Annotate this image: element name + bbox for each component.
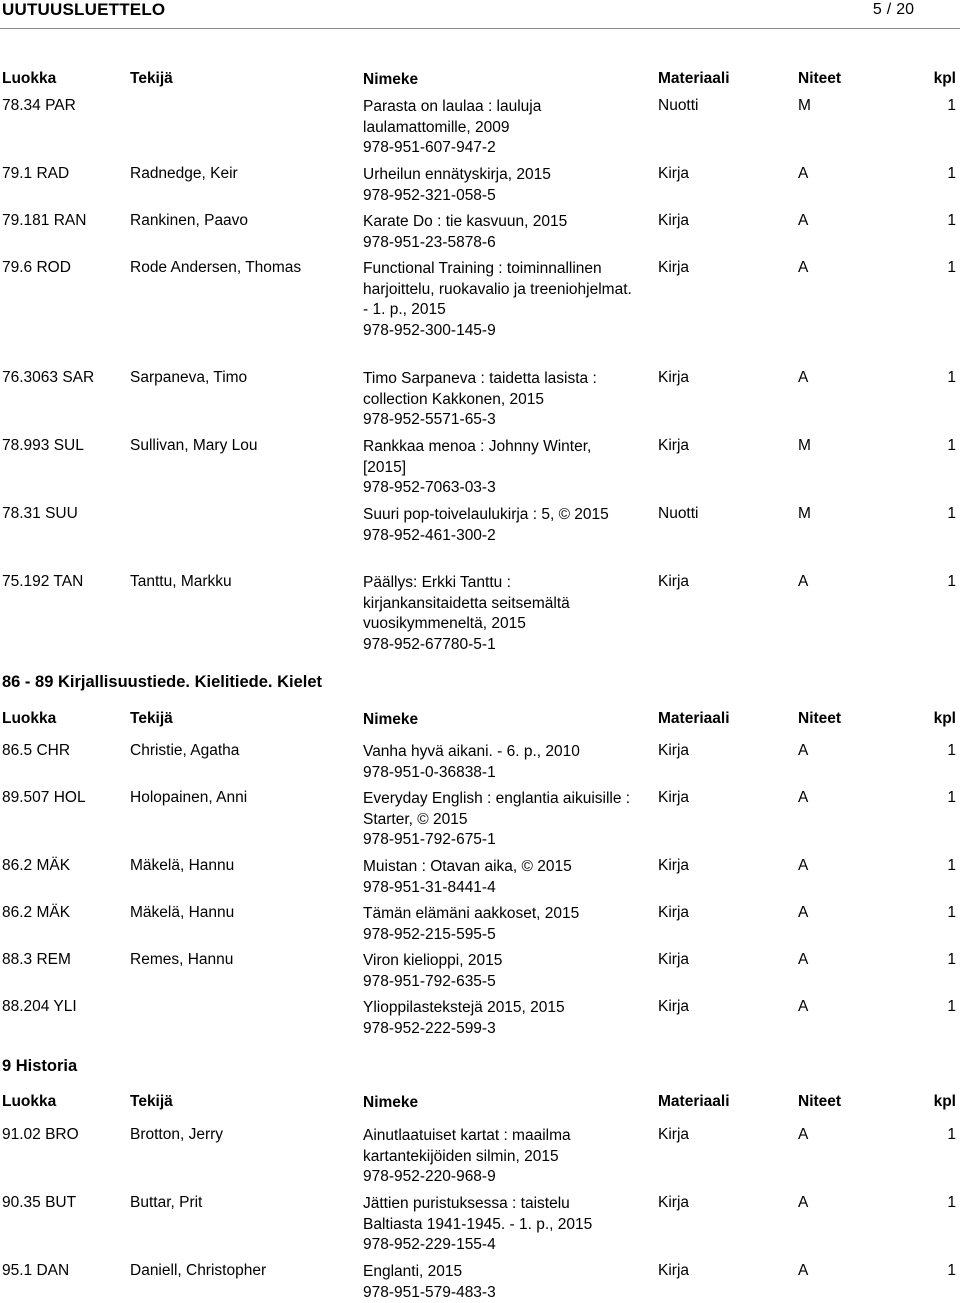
row-title: Suuri pop-toivelaulukirja : 5, © 2015 [363,506,609,523]
row-materiaali: Kirja [658,904,690,921]
row-title: Timo Sarpaneva : taidetta lasista : collection Kakkonen, 2015 [363,370,597,408]
row-luokka: 90.35 BUT [2,1194,77,1211]
col-luokka: Luokka [2,70,57,87]
row-materiaali: Kirja [658,437,690,454]
row-isbn: 978-952-222-599-3 [363,1019,496,1037]
column-header [0,70,960,90]
row-kpl: 1 [947,505,956,522]
row-nimeke [363,904,633,945]
row-tekija: Buttar, Prit [130,1194,203,1211]
row-materiaali: Kirja [658,1262,690,1279]
row-kpl: 1 [947,573,956,590]
row-kpl: 1 [947,369,956,386]
section-title: 86 - 89 Kirjallisuustiede. Kielitiede. Kielet [2,673,323,691]
row-nimeke [363,742,633,783]
column-header [0,710,960,730]
row-nimeke [363,259,633,341]
row-niteet: M [798,505,811,522]
table-row [0,573,960,653]
row-nimeke [363,1126,633,1188]
row-materiaali: Kirja [658,1194,690,1211]
row-luokka: 78.34 PAR [2,97,76,114]
row-niteet: A [798,857,809,874]
table-row [0,165,960,204]
row-tekija: Holopainen, Anni [130,789,248,806]
row-niteet: M [798,437,811,454]
row-nimeke [363,505,633,546]
row-tekija: Mäkelä, Hannu [130,857,235,874]
row-title: Vanha hyvä aikani. - 6. p., 2010 [363,743,580,760]
row-luokka: 78.31 SUU [2,505,78,522]
col-luokka: Luokka [2,710,57,727]
col-materiaali: Materiaali [658,710,730,727]
row-isbn: 978-951-23-5878-6 [363,233,496,251]
row-niteet: A [798,259,809,276]
col-tekija: Tekijä [130,1093,173,1110]
row-title: Ainutlaatuiset kartat : maailma kartantekijöiden silmin, 2015 [363,1127,571,1165]
row-kpl: 1 [947,1126,956,1143]
row-tekija: Rode Andersen, Thomas [130,259,302,276]
row-tekija: Sullivan, Mary Lou [130,437,258,454]
col-nimeke: Nimeke [363,711,419,728]
col-kpl: kpl [933,70,956,87]
page-total: 20 [896,1,914,18]
row-materiaali: Nuotti [658,505,699,522]
row-kpl: 1 [947,742,956,759]
row-isbn: 978-952-7063-03-3 [363,479,496,496]
row-nimeke [363,1194,633,1256]
col-niteet: Niteet [798,710,842,727]
row-niteet: A [798,1194,809,1211]
row-materiaali: Kirja [658,998,690,1015]
row-luokka: 88.204 YLI [2,998,77,1015]
row-isbn: 978-951-607-947-2 [363,139,496,156]
row-nimeke [363,165,633,206]
row-title: Karate Do : tie kasvuun, 2015 [363,213,568,230]
row-isbn: 978-952-461-300-2 [363,526,496,544]
row-luokka: 86.2 MÄK [2,904,71,921]
row-isbn: 978-952-300-145-9 [363,321,496,339]
table-row [0,789,960,848]
table-row [0,212,960,251]
row-luokka: 76.3063 SAR [2,369,95,386]
table-row [0,437,960,496]
row-isbn: 978-951-792-675-1 [363,831,496,848]
row-title: Ylioppilastekstejä 2015, 2015 [363,999,565,1016]
catalog-title: UUTUUSLUETTELO [2,0,166,19]
row-nimeke [363,789,633,851]
table-row [0,1126,960,1185]
row-tekija: Sarpaneva, Timo [130,369,248,386]
col-nimeke: Nimeke [363,1094,419,1111]
row-luokka: 75.192 TAN [2,573,84,590]
row-tekija: Rankinen, Paavo [130,212,249,229]
row-isbn: 978-951-579-483-3 [363,1283,496,1301]
row-kpl: 1 [947,857,956,874]
row-materiaali: Kirja [658,573,690,590]
row-isbn: 978-952-5571-65-3 [363,411,496,428]
row-niteet: A [798,951,809,968]
col-tekija: Tekijä [130,710,173,727]
row-tekija: Radnedge, Keir [130,165,238,182]
row-kpl: 1 [947,951,956,968]
row-kpl: 1 [947,212,956,229]
row-title: Englanti, 2015 [363,1263,463,1280]
row-nimeke [363,212,633,253]
row-materiaali: Kirja [658,742,690,759]
row-title: Jättien puristuksessa : taistelu Baltiasta 1941-1945. - 1. p., 2015 [363,1195,593,1233]
col-niteet: Niteet [798,1093,842,1110]
row-title: Viron kielioppi, 2015 [363,952,503,969]
table-row [0,742,960,781]
row-materiaali: Kirja [658,369,690,386]
row-materiaali: Nuotti [658,97,699,114]
row-luokka: 79.181 RAN [2,212,87,229]
row-tekija: Daniell, Christopher [130,1262,267,1279]
table-row [0,1194,960,1253]
row-kpl: 1 [947,97,956,114]
table-row [0,259,960,339]
row-kpl: 1 [947,998,956,1015]
row-title: Urheilun ennätyskirja, 2015 [363,166,551,183]
row-niteet: A [798,212,809,229]
row-isbn: 978-952-215-595-5 [363,925,496,943]
row-title: Tämän elämäni aakkoset, 2015 [363,905,580,922]
row-tekija: Brotton, Jerry [130,1126,224,1143]
row-materiaali: Kirja [658,789,690,806]
row-niteet: A [798,573,809,590]
page-separator: / [886,1,892,18]
row-nimeke [363,857,633,898]
col-materiaali: Materiaali [658,1093,730,1110]
row-luokka: 95.1 DAN [2,1262,70,1279]
header-rule [0,28,960,29]
row-isbn: 978-952-229-155-4 [363,1236,496,1253]
row-niteet: A [798,998,809,1015]
column-header [0,1093,960,1113]
row-isbn: 978-951-0-36838-1 [363,763,496,781]
row-isbn: 978-952-220-968-9 [363,1168,496,1185]
row-niteet: A [798,369,809,386]
row-nimeke [363,998,633,1039]
row-niteet: A [798,1126,809,1143]
table-row [0,998,960,1037]
row-niteet: A [798,789,809,806]
row-kpl: 1 [947,1262,956,1279]
row-isbn: 978-952-321-058-5 [363,186,496,204]
row-title: Functional Training : toiminnallinen harjoittelu, ruokavalio ja treeniohjelmat. - 1. p., 2015 [363,260,632,318]
table-row [0,857,960,896]
col-materiaali: Materiaali [658,70,730,87]
row-nimeke [363,1262,633,1303]
row-isbn: 978-951-31-8441-4 [363,878,496,896]
table-row [0,951,960,990]
row-kpl: 1 [947,789,956,806]
row-tekija: Christie, Agatha [130,742,240,759]
row-materiaali: Kirja [658,857,690,874]
table-row [0,369,960,428]
row-luokka: 79.6 ROD [2,259,71,276]
row-nimeke [363,573,633,655]
col-nimeke: Nimeke [363,71,419,88]
row-tekija: Tanttu, Markku [130,573,232,590]
page-number [873,1,914,19]
row-kpl: 1 [947,904,956,921]
row-isbn: 978-951-792-635-5 [363,972,496,990]
table-row [0,97,960,156]
row-kpl: 1 [947,165,956,182]
row-tekija: Remes, Hannu [130,951,234,968]
row-materiaali: Kirja [658,951,690,968]
row-materiaali: Kirja [658,1126,690,1143]
row-luokka: 88.3 REM [2,951,71,968]
row-niteet: A [798,1262,809,1279]
row-materiaali: Kirja [658,212,690,229]
row-title: Muistan : Otavan aika, © 2015 [363,858,572,875]
row-materiaali: Kirja [658,165,690,182]
table-row [0,904,960,943]
col-kpl: kpl [933,1093,956,1110]
row-luokka: 78.993 SUL [2,437,84,454]
row-niteet: A [798,165,809,182]
row-nimeke [363,97,633,159]
row-niteet: A [798,904,809,921]
col-luokka: Luokka [2,1093,57,1110]
row-title: Päällys: Erkki Tanttu : kirjankansitaidetta seitsemältä vuosikymmeneltä, 2015 [363,574,570,632]
row-niteet: A [798,742,809,759]
row-kpl: 1 [947,1194,956,1211]
page-current: 5 [872,1,882,18]
row-title: Everyday English : englantia aikuisille : Starter, © 2015 [363,790,631,828]
row-luokka: 79.1 RAD [2,165,70,182]
row-kpl: 1 [947,259,956,276]
row-nimeke [363,951,633,992]
row-title: Parasta on laulaa : lauluja laulamattomille, 2009 [363,98,542,136]
col-tekija: Tekijä [130,70,173,87]
row-materiaali: Kirja [658,259,690,276]
section-title: 9 Historia [2,1057,78,1075]
row-luokka: 89.507 HOL [2,789,86,806]
row-luokka: 86.2 MÄK [2,857,71,874]
row-tekija: Mäkelä, Hannu [130,904,235,921]
col-niteet: Niteet [798,70,842,87]
row-luokka: 86.5 CHR [2,742,71,759]
table-row [0,505,960,544]
row-luokka: 91.02 BRO [2,1126,79,1143]
row-title: Rankkaa menoa : Johnny Winter, [2015] [363,438,592,476]
row-nimeke [363,369,633,431]
row-kpl: 1 [947,437,956,454]
col-kpl: kpl [933,710,956,727]
table-row [0,1262,960,1301]
row-isbn: 978-952-67780-5-1 [363,635,496,653]
row-nimeke [363,437,633,499]
row-niteet: M [798,97,811,114]
